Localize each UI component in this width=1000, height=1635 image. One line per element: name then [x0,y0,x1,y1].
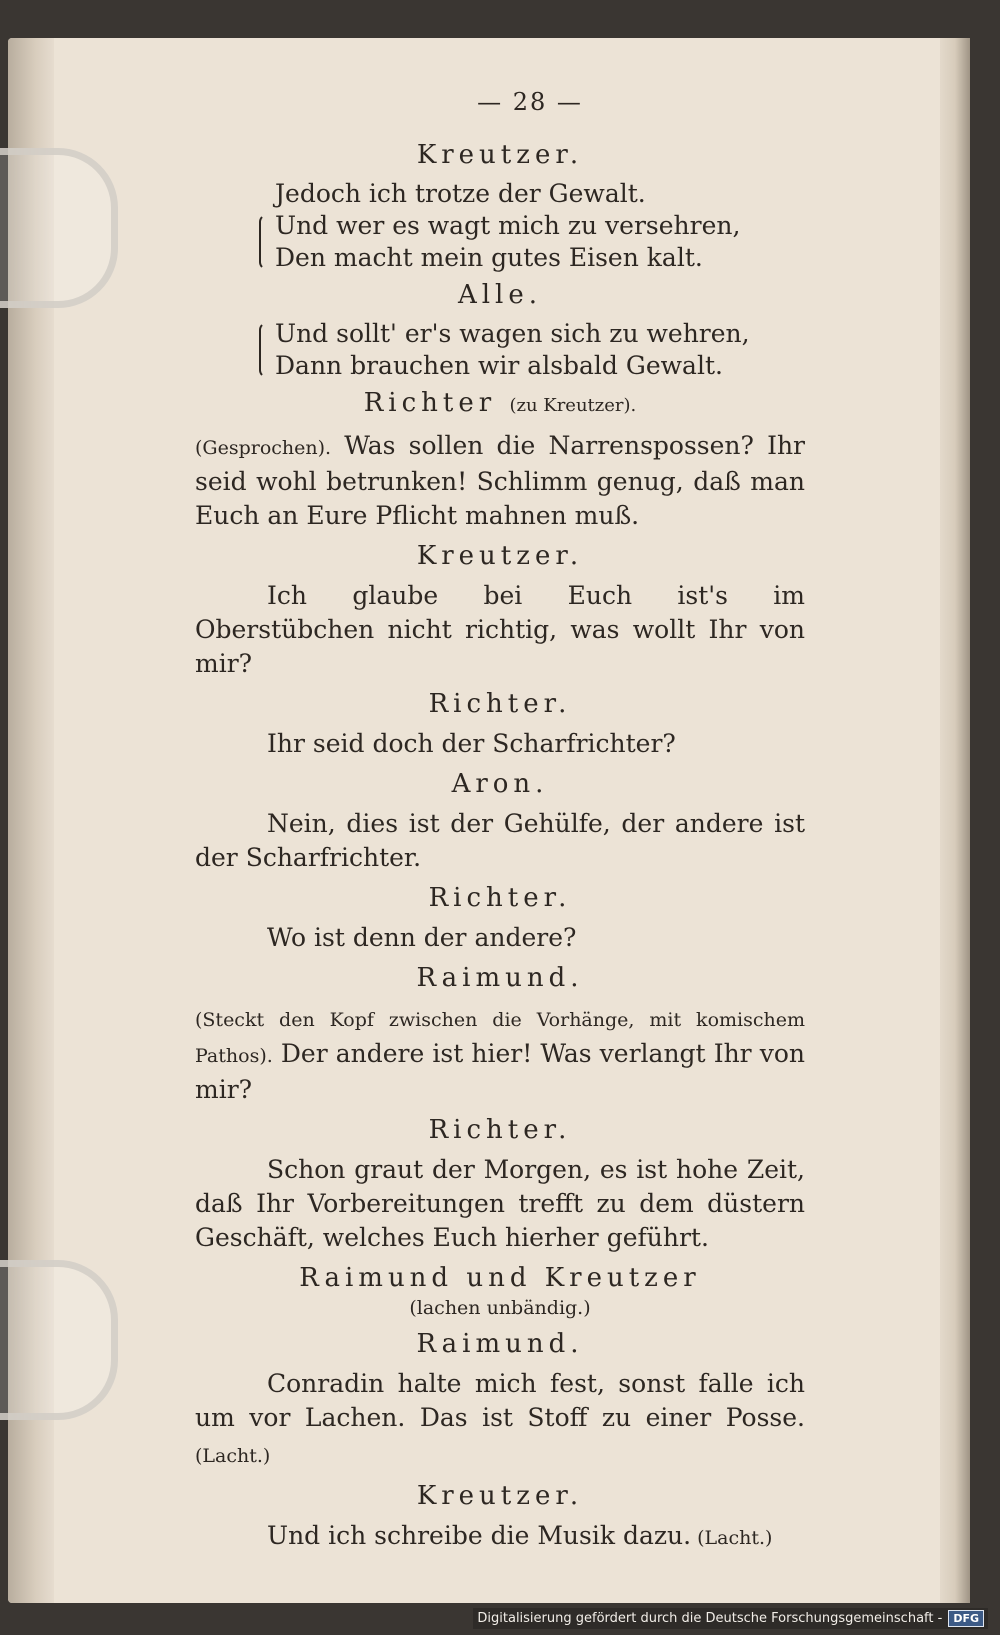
dialogue-paragraph [195,429,805,533]
speaker-name: Richter. [428,689,572,719]
stage-direction: (Gesprochen). [195,437,332,459]
verse-line: Und sollt' er's wagen sich zu wehren, [275,319,750,348]
verse-bracket-group [195,210,805,274]
verse-line: Jedoch ich trotze der Gewalt. [275,179,646,208]
speaker-name: Kreutzer. [416,1481,584,1511]
stage-direction: (Steckt den Kopf zwischen die Vorhänge, mit komischem Pathos). [195,1009,805,1067]
dialogue-text: Conradin halte mich fest, sonst falle ich um vor Lachen. Das ist Stoff zu einer Posse. [195,1369,805,1432]
verse-line: Dann brauchen wir alsbald Gewalt. [275,351,723,380]
page-text [195,88,805,1561]
speaker-name: Raimund. [416,963,584,993]
dialogue-text: Der andere ist hier! Was verlangt Ihr von mir? [195,1039,805,1104]
page-clip-bottom [0,1260,118,1420]
speaker-name: Alle. [457,280,543,310]
digitization-credit [473,1608,988,1629]
speaker-name: Raimund. [416,1329,584,1359]
verse-line: Den macht mein gutes Eisen kalt. [275,243,703,272]
dialogue-paragraph [195,1367,805,1473]
speaker-name: Aron. [451,769,549,799]
speaker-name: Richter. [428,883,572,913]
speaker-name: Kreutzer. [416,140,584,170]
stage-direction: (lachen unbändig.) [409,1297,591,1319]
dialogue-text: Was sollen die Narrenspossen? Ihr seid wohl betrunken! Schlimm genug, daß man Euch an Eure Pflicht mahnen muß. [195,431,805,530]
speaker-name: Kreutzer. [416,541,584,571]
dfg-logo: DFG [948,1610,984,1627]
page-edge [940,38,970,1603]
page-clip-top [0,148,118,308]
dialogue-paragraph: Wo ist denn der andere? [267,923,577,952]
credit-text: Digitalisierung gefördert durch die Deutsche Forschungsgemeinschaft - [477,1611,943,1626]
stage-direction: (Lacht.) [195,1445,271,1467]
speaker-name: Raimund und Kreutzer [299,1263,701,1293]
speaker-name [195,386,805,423]
verse-line: Und wer es wagt mich zu versehren, [275,211,741,240]
speaker-label: Richter [363,388,497,418]
dialogue-text: Und ich schreibe die Musik dazu. [267,1521,692,1550]
speaker-name: Richter. [428,1115,572,1145]
dialogue-paragraph [195,1001,805,1107]
page-number: — 28 — [477,88,583,116]
dialogue-paragraph [195,1519,805,1555]
dialogue-paragraph: Schon graut der Morgen, es ist hohe Zeit, daß Ihr Vorbereitungen trefft zu dem düstern Geschäft, welches Euch hierher geführt. [195,1155,805,1252]
dialogue-paragraph: Ich glaube bei Euch ist's im Oberstübchen nicht richtig, was wollt Ihr von mir? [195,581,805,678]
verse-bracket-group [195,318,805,382]
dialogue-paragraph: Ihr seid doch der Scharfrichter? [267,729,676,758]
dialogue-paragraph: Nein, dies ist der Gehülfe, der andere ist der Scharfrichter. [195,809,805,872]
stage-direction: (Lacht.) [691,1527,773,1549]
stage-direction: (zu Kreutzer). [509,395,637,416]
